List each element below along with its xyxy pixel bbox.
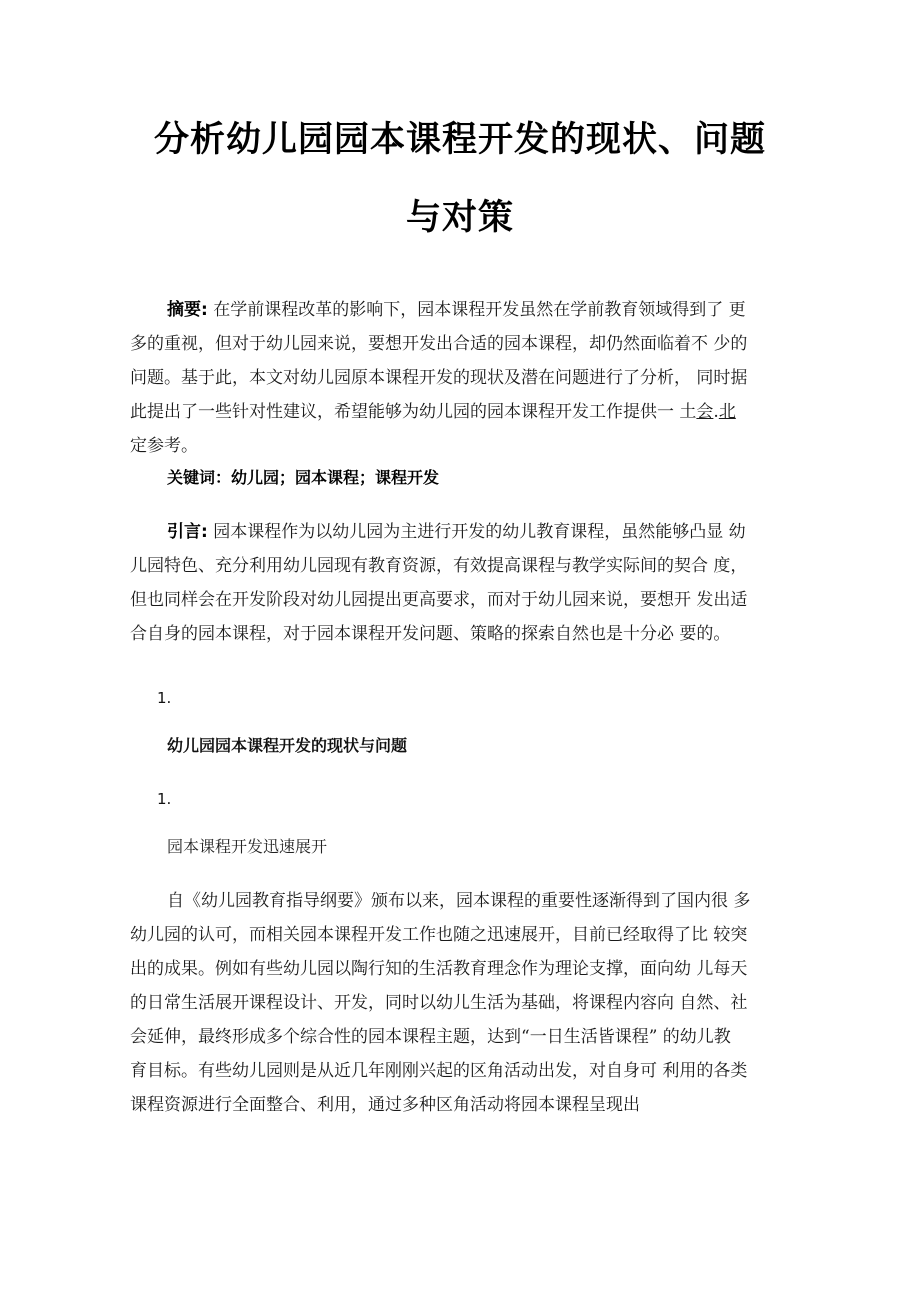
abstract-tail-underlined-1: 会	[696, 402, 714, 422]
abstract-label: 摘要:	[167, 300, 208, 320]
abstract-line-1	[130, 293, 800, 327]
body-line-5: 会延伸，最终形成多个综合性的园本课程主题，达到“一日生活皆课程” 的幼儿教	[130, 1027, 731, 1047]
intro-line-2: 儿园特色、充分利用幼儿园现有教育资源，有效提高课程与教学实际间的契合 度，	[130, 556, 748, 576]
body-line-2: 幼儿园的认可，而相关园本课程开发工作也随之迅速展开，目前已经取得了比 较突	[130, 925, 748, 945]
body-line-6: 育目标。有些幼儿园则是从近几年刚刚兴起的区角活动出发，对自身可 利用的各类	[130, 1061, 748, 1081]
intro-label: 引言:	[167, 522, 208, 542]
abstract-line-4	[130, 395, 800, 429]
intro-line-4: 合自身的园本课程，对于园本课程开发问题、策略的探索自然也是十分必 要的。	[130, 624, 731, 644]
abstract-tail-dot: .	[713, 402, 719, 422]
abstract-line-2: 多的重视，但对于幼儿园来说，要想开发出合适的园本课程，却仍然面临着不 少的	[130, 334, 748, 354]
subsection-number: 1.	[157, 790, 172, 808]
keywords-line: 关键词：幼儿园；园本课程；课程开发	[167, 468, 440, 487]
intro-paragraph	[130, 515, 800, 651]
body-paragraph	[130, 884, 800, 1122]
intro-line-1	[130, 515, 800, 549]
abstract-tail-plain: 土	[679, 402, 697, 422]
intro-line-3: 但也同样会在开发阶段对幼儿园提出更高要求，而对于幼儿园来说，要想开 发出适	[130, 590, 748, 610]
abstract-line-5: 定参考。	[130, 436, 198, 456]
subsection-heading: 园本课程开发迅速展开	[167, 837, 328, 856]
abstract-text-1: 在学前课程改革的影响下，园本课程开发虽然在学前教育领域得到了 更	[207, 300, 746, 320]
section-heading: 幼儿园园本课程开发的现状与问题	[167, 736, 408, 755]
abstract-line-3: 问题。基于此，本文对幼儿园原本课程开发的现状及潜在问题进行了分析， 同时据	[130, 368, 748, 388]
document-title-line-1: 分析幼儿园园本课程开发的现状、问题	[153, 120, 766, 160]
section-number: 1.	[157, 689, 172, 707]
body-line-3: 出的成果。例如有些幼儿园以陶行知的生活教育理念作为理论支撑，面向幼 儿每天	[130, 959, 748, 979]
abstract-paragraph	[130, 293, 800, 463]
intro-text-1: 园本课程作为以幼儿园为主进行开发的幼儿教育课程，虽然能够凸显 幼	[207, 522, 746, 542]
abstract-text-4: 此提出了一些针对性建议，希望能够为幼儿园的园本课程开发工作提供一	[130, 402, 680, 422]
body-line-4: 的日常生活展开课程设计、开发，同时以幼儿生活为基础，将课程内容向 自然、社	[130, 993, 748, 1013]
body-line-7: 课程资源进行全面整合、利用，通过多种区角活动将园本课程呈现出	[130, 1095, 640, 1115]
abstract-tail-underlined-2: 北	[718, 402, 736, 422]
document-title-line-2: 与对策	[405, 198, 514, 238]
body-line-1: 自《幼儿园教育指导纲要》颁布以来，园本课程的重要性逐渐得到了国内很 多	[167, 891, 751, 911]
